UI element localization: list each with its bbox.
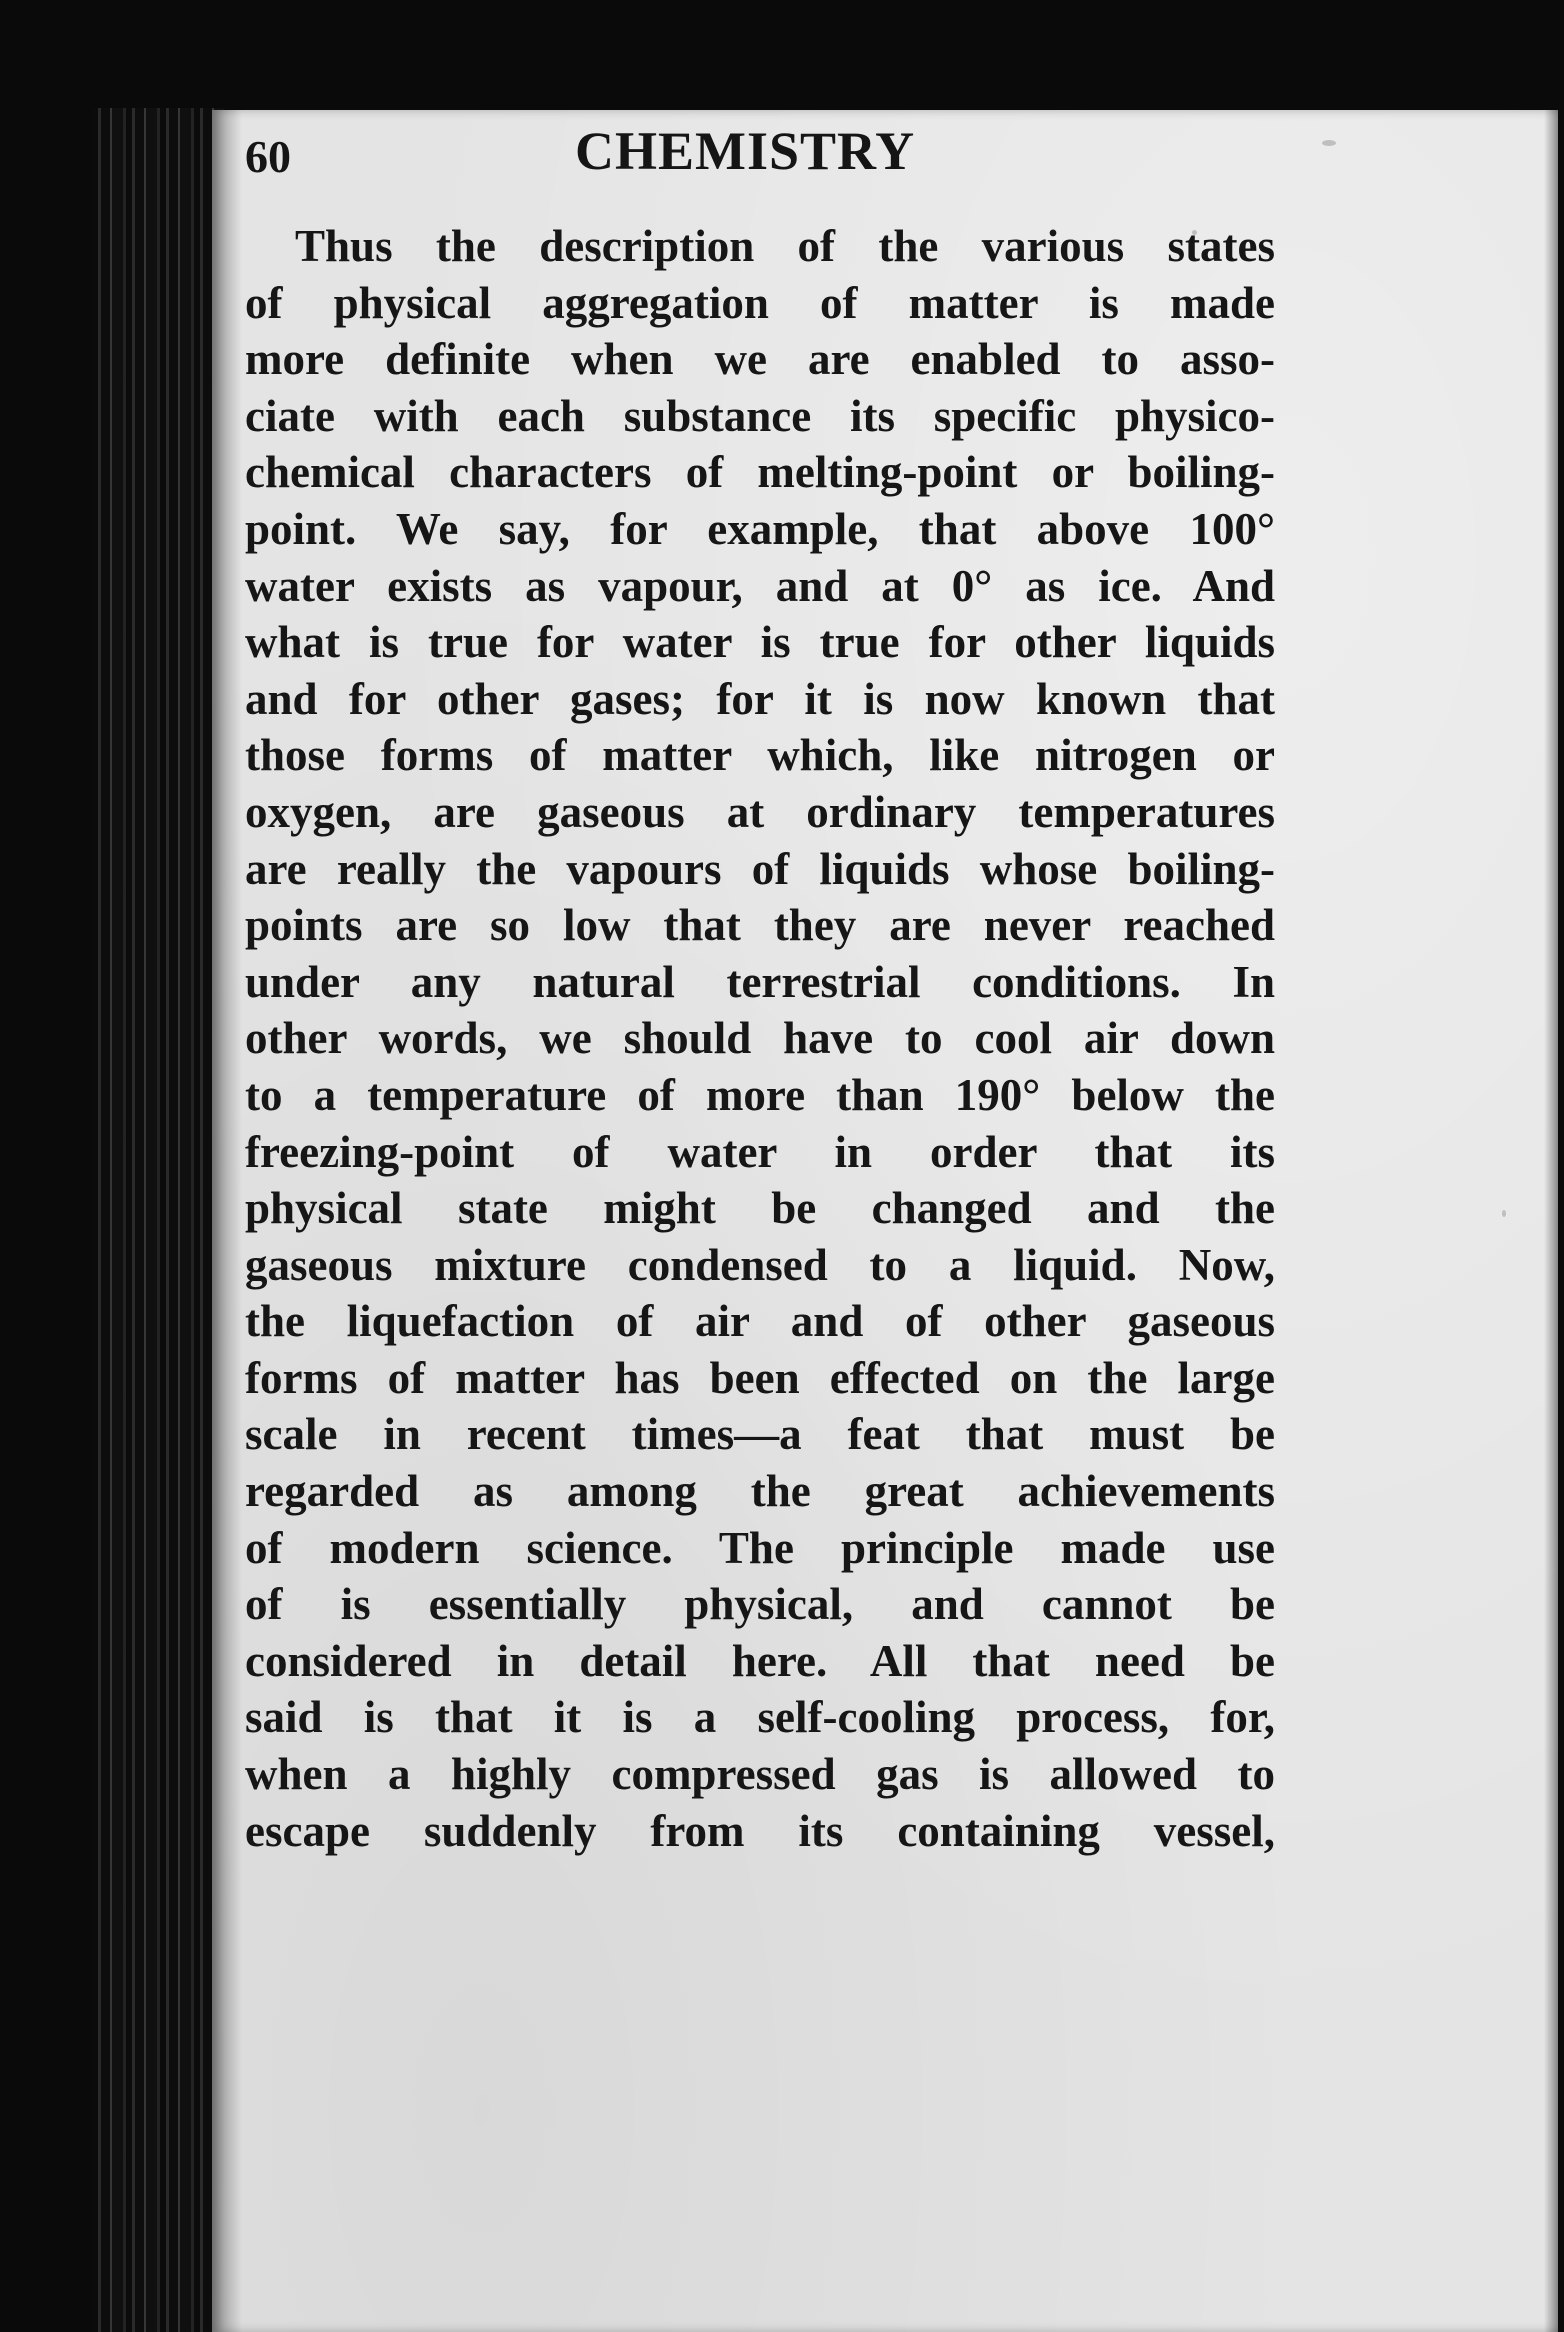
text-line: gaseous mixture condensed to a liquid. Now, (245, 1239, 1275, 1290)
text-line: of is essentially physical, and cannot be (245, 1579, 1275, 1630)
text-line: ciate with each substance its specific physico- (245, 390, 1275, 441)
running-head (245, 120, 1085, 190)
text-line: what is true for water is true for other liquids (245, 617, 1275, 668)
text-line: chemical characters of melting-point or boiling- (245, 447, 1275, 498)
text-line: freezing-point of water in order that its (245, 1126, 1275, 1177)
text-line: escape suddenly from its containing vessel, (245, 1805, 1275, 1856)
text-line: those forms of matter which, like nitrogen or (245, 730, 1275, 781)
text-line: the liquefaction of air and of other gaseous (245, 1296, 1275, 1347)
text-line: other words, we should have to cool air down (245, 1013, 1275, 1064)
text-line: regarded as among the great achievements (245, 1466, 1275, 1517)
body-paragraph (245, 218, 1275, 1859)
text-line: considered in detail here. All that need be (245, 1635, 1275, 1686)
text-line: to a temperature of more than 190° below the (245, 1069, 1275, 1120)
text-line: points are so low that they are never reached (245, 900, 1275, 951)
text-line: scale in recent times—a feat that must be (245, 1409, 1275, 1460)
text-line: Thus the description of the various states (295, 221, 1275, 271)
text-line: and for other gases; for it is now known that (245, 673, 1275, 724)
text-line: when a highly compressed gas is allowed to (245, 1749, 1275, 1800)
text-line: more definite when we are enabled to asso- (245, 334, 1275, 385)
text-line: said is that it is a self-cooling process, for, (245, 1692, 1275, 1743)
text-line: of physical aggregation of matter is made (245, 277, 1275, 328)
text-line: physical state might be changed and the (245, 1183, 1275, 1234)
text-line: are really the vapours of liquids whose boiling- (245, 843, 1275, 894)
paper-speck (1502, 1210, 1506, 1217)
text-line: oxygen, are gaseous at ordinary temperatures (245, 786, 1275, 837)
text-line: point. We say, for example, that above 100° (245, 503, 1275, 554)
text-line: water exists as vapour, and at 0° as ice. And (245, 560, 1275, 611)
running-title: CHEMISTRY (575, 121, 916, 181)
text-line: under any natural terrestrial conditions. In (245, 956, 1275, 1007)
paper-speck (1322, 140, 1336, 146)
text-line: of modern science. The principle made use (245, 1522, 1275, 1573)
gutter-shadow (212, 110, 242, 2332)
page-edge-shadow (1544, 110, 1558, 2332)
page-number: 60 (245, 131, 291, 182)
text-line: forms of matter has been effected on the large (245, 1352, 1275, 1403)
book-binding-edge (92, 108, 224, 2332)
